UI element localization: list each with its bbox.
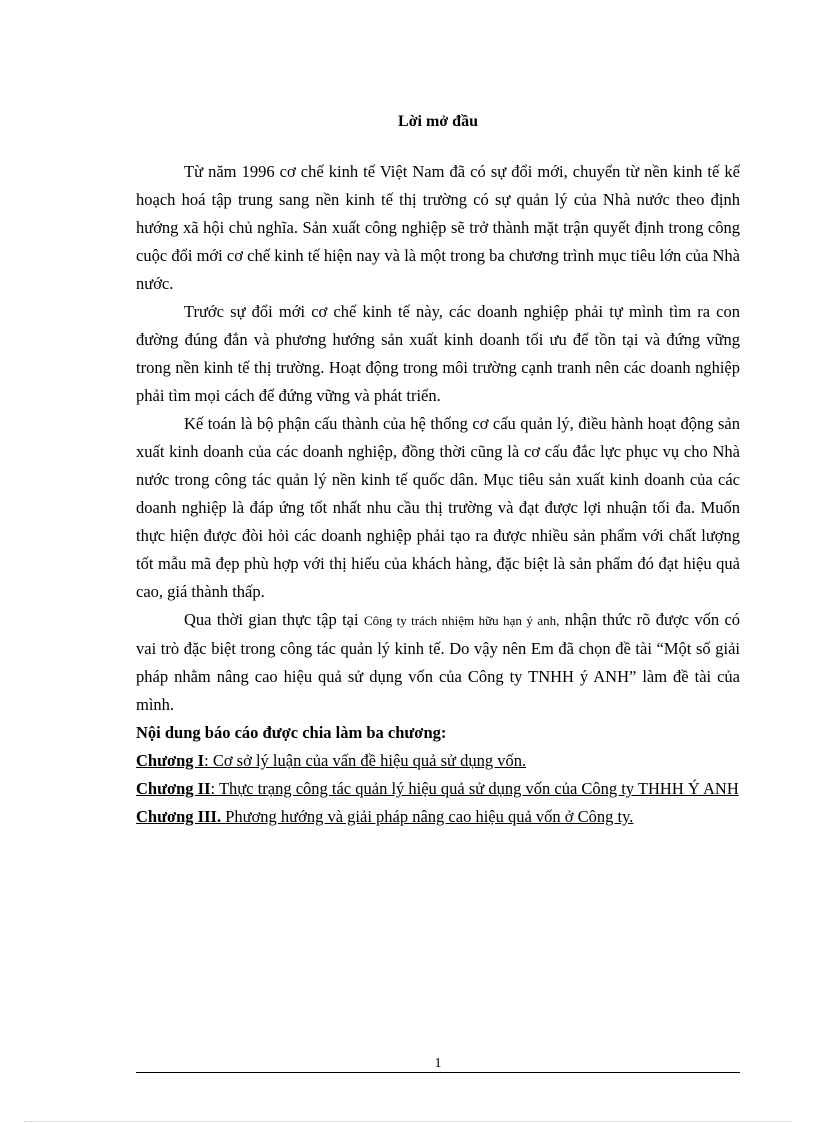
chapter-1-line [136, 747, 740, 775]
structure-heading: Nội dung báo cáo được chia làm ba chương: [136, 723, 447, 742]
intro-paragraph-3: Kế toán là bộ phận cấu thành của hệ thống cơ cấu quản lý, điều hành hoạt động sản xuất kinh doanh của các doanh nghiệp, đồng thời cũng là cơ cấu đắc lực phục vụ cho Nhà nước trong công tác quản lý nền kinh tế quốc dân. Mục tiêu sản xuất kinh doanh của các doanh nghiệp là đáp ứng tốt nhất nhu cầu thị trường và đạt được lợi nhuận tối đa. Muốn thực hiện được đòi hỏi các doanh nghiệp phải tạo ra được nhiều sản phẩm với chất lượng tốt mẫu mã đẹp phù hợp với thị hiếu của khách hàng, đặc biệt là sản phẩm đó đạt hiệu quả cao, giá thành thấp. [136, 414, 740, 601]
chapter-1-label: Chương I [136, 751, 205, 770]
page-edge-divider [24, 1121, 792, 1122]
intro-paragraph-2: Trước sự đổi mới cơ chế kinh tế này, các doanh nghiệp phải tự mình tìm ra con đường đúng đắn và phương hướng sản xuất kinh doanh tối ưu để tồn tại và đứng vững trong nền kinh tế thị trường. Hoạt động trong môi trường cạnh tranh nên các doanh nghiệp phải tìm mọi cách để đứng vững và phát triển. [136, 302, 740, 405]
chapter-2-text: : Thực trạng công tác quản lý hiệu quả sử dụng vốn của Công ty THHH Ý ANH [210, 779, 739, 798]
chapter-2-line [136, 775, 740, 803]
chapter-2-label: Chương II [136, 779, 211, 798]
page-number: 1 [434, 1056, 442, 1071]
page-title: Lời mở đầu [398, 113, 478, 130]
internship-paragraph [136, 606, 740, 719]
page-content [136, 112, 740, 831]
chapter-3-text: Phương hướng và giải pháp nâng cao hiệu quả vốn ở Công ty. [221, 807, 634, 826]
company-name: Công ty trách nhiệm hữu hạn ý anh, [363, 613, 560, 628]
footer-divider [136, 1072, 740, 1073]
chapter-1-text: : Cơ sở lý luận của vấn đề hiệu quả sử dụng vốn. [204, 751, 527, 770]
intro-paragraph-1: Từ năm 1996 cơ chế kinh tế Việt Nam đã có sự đổi mới, chuyển từ nền kinh tế kế hoạch hoá tập trung sang nền kinh tế thị trường có sự quản lý của Nhà nước theo định hướng xã hội chủ nghĩa. Sản xuất công nghiệp sẽ trở thành mặt trận quyết định trong công cuộc đổi mới cơ chế kinh tế hiện nay và là một trong ba chương trình mục tiêu lớn của Nhà nước. [136, 162, 740, 293]
chapter-3-line [136, 803, 740, 831]
internship-rest-text: nhận thức rõ được vốn có vai trò đặc biệt trong công tác quản lý kinh tế. Do vậy nên Em đã chọn đề tài “Một số giải pháp nhằm nâng cao hiệu quả sử dụng vốn của Công ty TNHH ý ANH” làm đề tài của mình. [136, 610, 741, 714]
internship-intro-text: Qua thời gian thực tập tại [184, 610, 364, 629]
chapter-3-label: Chương III. [136, 807, 222, 826]
